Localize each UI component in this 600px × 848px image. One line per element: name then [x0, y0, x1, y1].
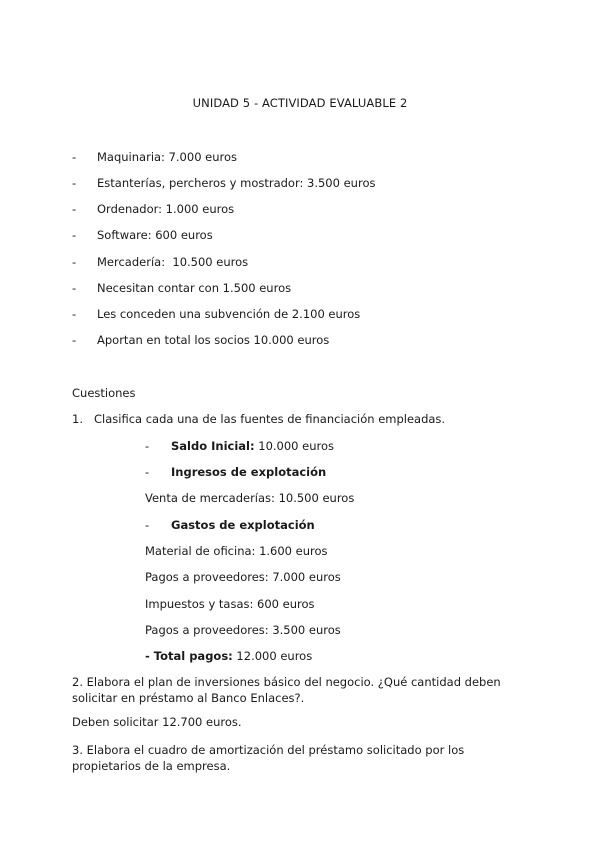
- bullet-marker: -: [72, 281, 77, 295]
- total-value: 12.000 euros: [232, 649, 313, 663]
- list-item: Mercadería: 10.500 euros: [97, 255, 249, 269]
- gastos-heading: Gastos de explotación: [171, 518, 315, 532]
- saldo-label: Saldo Inicial:: [171, 439, 255, 453]
- list-item: Aportan en total los socios 10.000 euros: [97, 333, 330, 347]
- section-label: Cuestiones: [72, 386, 136, 400]
- gastos-item: Pagos a proveedores: 7.000 euros: [145, 570, 341, 584]
- list-item: Necesitan contar con 1.500 euros: [97, 281, 292, 295]
- gastos-item: Pagos a proveedores: 3.500 euros: [145, 623, 341, 637]
- question-2: 2. Elabora el plan de inversiones básico del negocio. ¿Qué cantidad deben solicitar en préstamo al Banco Enlaces?.: [72, 675, 501, 705]
- bullet-marker: -: [72, 307, 77, 321]
- question-3: 3. Elabora el cuadro de amortización del préstamo solicitado por los propietarios de la empresa.: [72, 743, 465, 773]
- bullet-marker: -: [72, 333, 77, 347]
- bullet-marker: -: [145, 465, 150, 479]
- bullet-marker: -: [72, 255, 77, 269]
- bullet-marker: -: [145, 439, 150, 453]
- saldo-value: 10.000 euros: [254, 439, 335, 453]
- list-item: Ordenador: 1.000 euros: [97, 202, 235, 216]
- bullet-marker: -: [145, 518, 150, 532]
- question-number: 1.: [72, 412, 83, 426]
- bullet-marker: -: [72, 228, 77, 242]
- answer-2: Deben solicitar 12.700 euros.: [72, 715, 242, 729]
- list-item: Maquinaria: 7.000 euros: [97, 150, 238, 164]
- list-item: Estanterías, percheros y mostrador: 3.500 euros: [97, 176, 376, 190]
- list-item: Les conceden una subvención de 2.100 euros: [97, 307, 361, 321]
- ingresos-item: Venta de mercaderías: 10.500 euros: [145, 491, 355, 505]
- bullet-marker: -: [72, 150, 77, 164]
- bullet-marker: -: [72, 176, 77, 190]
- question-text: Clasifica cada una de las fuentes de financiación empleadas.: [94, 412, 446, 426]
- document-title: UNIDAD 5 - ACTIVIDAD EVALUABLE 2: [192, 96, 408, 110]
- total-label: - Total pagos:: [145, 649, 233, 663]
- list-item: Software: 600 euros: [97, 228, 213, 242]
- total-line: [145, 649, 312, 663]
- bullet-marker: -: [72, 202, 77, 216]
- ingresos-heading: Ingresos de explotación: [171, 465, 327, 479]
- gastos-item: Material de oficina: 1.600 euros: [145, 544, 328, 558]
- gastos-item: Impuestos y tasas: 600 euros: [145, 597, 315, 611]
- saldo-line: [171, 439, 334, 453]
